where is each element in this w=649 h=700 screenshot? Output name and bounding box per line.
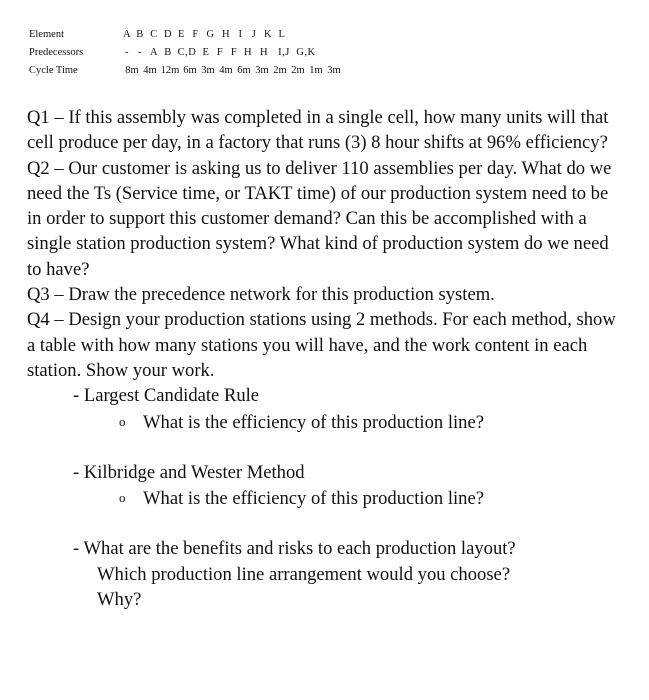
predecessor-cell: A <box>149 47 159 58</box>
cycle-time-cell: 8m <box>125 65 139 76</box>
cycle-time-cell: 2m <box>273 65 287 76</box>
element-cell: E <box>178 29 185 40</box>
cycle-time-cell: 6m <box>183 65 197 76</box>
predecessor-cell: B <box>164 47 172 58</box>
cycle-time-cell: 6m <box>237 65 251 76</box>
cycle-time-cell: 3m <box>255 65 269 76</box>
cycle-time-cells <box>123 62 343 80</box>
predecessor-cell: - <box>125 47 129 58</box>
element-cell: K <box>263 29 273 40</box>
predecessor-cells <box>121 44 317 62</box>
bullet-icon: o <box>119 413 126 429</box>
cycle-time-cell: 1m <box>309 65 323 76</box>
method-2-question-text: What is the efficiency of this production line? <box>143 488 484 510</box>
method-2-question <box>27 485 627 511</box>
method-2: - Kilbridge and Wester Method <box>73 461 305 483</box>
element-cell: L <box>278 29 286 40</box>
spacer <box>27 435 627 460</box>
predecessors-label: Predecessors <box>29 47 84 58</box>
cycle-time-cell: 4m <box>219 65 233 76</box>
predecessor-cell: F <box>216 47 224 58</box>
predecessor-cell: - <box>138 47 142 58</box>
element-cell: I <box>238 29 243 40</box>
element-cell: A <box>122 29 132 40</box>
method-1: - Largest Candidate Rule <box>73 385 260 407</box>
bullet-icon: o <box>119 490 126 506</box>
question-4: Q4 – Design your production stations using 2 methods. For each method, show a table with how many stations you will have, and the work content in each station. Show your work. <box>27 309 616 381</box>
element-label: Element <box>29 29 64 40</box>
final-question-3: Why? <box>97 589 142 611</box>
predecessor-cell: H <box>243 47 253 58</box>
question-3: Q3 – Draw the precedence network for this production system. <box>27 284 495 306</box>
question-1: Q1 – If this assembly was completed in a single cell, how many units will that cell produce per day, in a factory that runs (3) 8 hour shifts at 96% efficiency? <box>27 107 609 154</box>
element-cell: H <box>221 29 231 40</box>
element-cell: J <box>251 29 257 40</box>
predecessor-cell: G,K <box>296 47 316 58</box>
element-cell: G <box>206 29 215 40</box>
cycle-time-cell: 12m <box>160 65 180 76</box>
predecessor-cell: F <box>230 47 238 58</box>
final-question-1: - What are the benefits and risks to each production layout? <box>73 538 516 560</box>
cycle-time-cell: 2m <box>291 65 305 76</box>
predecessor-cell: E <box>202 47 210 58</box>
cycle-time-cell: 3m <box>201 65 215 76</box>
element-cell: D <box>163 29 173 40</box>
cycle-time-label: Cycle Time <box>29 65 78 76</box>
element-cell: B <box>136 29 144 40</box>
method-1-question <box>27 409 627 435</box>
element-cell: C <box>150 29 158 40</box>
element-cell: F <box>192 29 199 40</box>
predecessor-cell: H <box>259 47 269 58</box>
predecessor-cell: I,J <box>278 47 290 58</box>
cycle-time-cell: 3m <box>327 65 341 76</box>
spacer <box>27 511 627 536</box>
method-1-question-text: What is the efficiency of this production line? <box>143 411 484 433</box>
question-2: Q2 – Our customer is asking us to deliver 110 assemblies per day. What do we need the Ts (Service time, or TAKT time) of our production system need to be in order to support this customer demand? Can this be accomplished with a single station production system? What kind of production system do we need to have? <box>27 157 612 280</box>
cycle-time-cell: 4m <box>143 65 157 76</box>
final-question-2: Which production line arrangement would you choose? <box>97 563 511 585</box>
predecessor-cell: C,D <box>177 47 197 58</box>
element-cells <box>121 26 289 44</box>
question-text <box>27 105 627 612</box>
